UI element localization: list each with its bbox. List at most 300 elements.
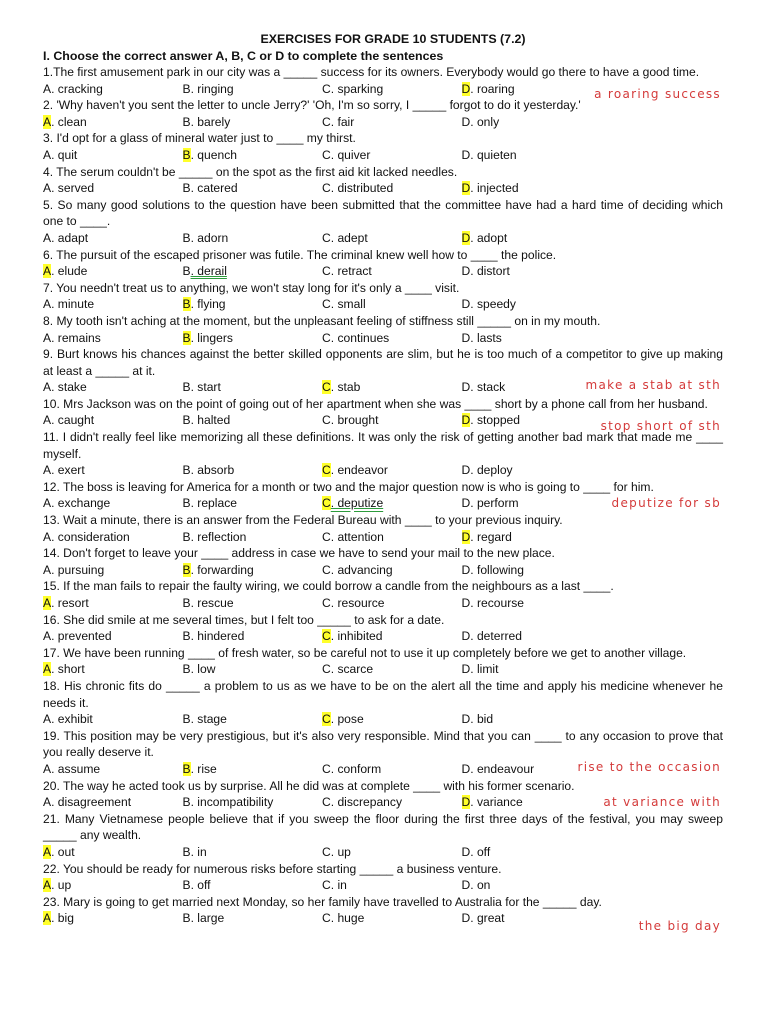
option-letter: A bbox=[43, 562, 52, 577]
options-row bbox=[43, 230, 723, 247]
option-text: . large bbox=[190, 911, 225, 926]
option-text: . replace bbox=[190, 496, 237, 511]
option-letter: B bbox=[182, 264, 191, 279]
option-letter: A bbox=[43, 413, 52, 428]
option-text: . derail bbox=[190, 264, 227, 279]
answer-option bbox=[43, 412, 183, 429]
question-text: 15. If the man fails to repair the faulty wiring, we could borrow a candle from the neighbours as a last ____. bbox=[43, 579, 614, 594]
option-text: . stab bbox=[330, 380, 361, 395]
answer-option bbox=[462, 794, 582, 811]
option-text: . adapt bbox=[51, 230, 89, 245]
answer-option bbox=[462, 296, 582, 313]
option-text: . out bbox=[51, 844, 75, 859]
option-text: . off bbox=[190, 878, 211, 893]
handwritten-note: stop short of sth bbox=[600, 419, 721, 434]
option-letter: C bbox=[322, 181, 331, 196]
answer-option bbox=[43, 562, 183, 579]
question-item bbox=[43, 197, 723, 247]
option-text: . continues bbox=[330, 330, 390, 345]
option-letter: C bbox=[322, 529, 331, 544]
option-letter: D bbox=[461, 662, 471, 677]
option-text: . stake bbox=[51, 380, 87, 395]
option-letter: A bbox=[43, 496, 52, 511]
option-letter: D bbox=[461, 878, 471, 893]
option-text: . inhibited bbox=[330, 629, 383, 644]
option-text: . retract bbox=[330, 264, 372, 279]
options-row bbox=[43, 330, 723, 347]
option-text: . only bbox=[470, 114, 500, 129]
answer-option bbox=[183, 263, 323, 280]
answer-option bbox=[43, 330, 183, 347]
worksheet-page bbox=[43, 30, 723, 933]
answer-option bbox=[322, 114, 462, 131]
answer-option bbox=[462, 595, 582, 612]
option-text: . endeavor bbox=[330, 463, 388, 478]
question-text: 5. So many good solutions to the question have been submitted that the committee have had a hard time of deciding which one to ____. bbox=[43, 197, 723, 229]
question-text: 12. The boss is leaving for America for a month or two and the major question now is who is going to ____ for him. bbox=[43, 479, 654, 494]
option-letter: C bbox=[322, 413, 331, 428]
answer-option bbox=[322, 794, 462, 811]
option-text: . in bbox=[330, 878, 347, 893]
option-text: . ringing bbox=[190, 81, 234, 96]
option-letter: B bbox=[182, 878, 191, 893]
option-letter: A bbox=[43, 330, 52, 345]
answer-option bbox=[43, 462, 183, 479]
answer-option bbox=[183, 330, 323, 347]
options-row bbox=[43, 462, 723, 479]
handwritten-note: make a stab at sth bbox=[585, 377, 721, 392]
option-letter: C bbox=[322, 878, 331, 893]
answer-option bbox=[183, 230, 323, 247]
option-text: . short bbox=[51, 662, 85, 677]
answer-option bbox=[183, 147, 323, 164]
question-text: 19. This position may be very prestigious, but it's also very responsible. Mind that you can ____ to any occasion to prove that you really deserve it. bbox=[43, 728, 723, 760]
answer-option bbox=[462, 412, 582, 429]
highlighted-answer-letter: A bbox=[43, 662, 52, 677]
answer-option bbox=[462, 180, 582, 197]
options-row bbox=[43, 114, 723, 131]
option-text: . remains bbox=[51, 330, 101, 345]
option-letter: B bbox=[182, 911, 191, 926]
option-text: . served bbox=[51, 181, 95, 196]
question-text: 2. 'Why haven't you sent the letter to uncle Jerry?' 'Oh, I'm so sorry, I _____ forgot to do it yesterday.' bbox=[43, 98, 581, 113]
option-letter: C bbox=[322, 264, 331, 279]
question-item bbox=[43, 479, 723, 512]
answer-option bbox=[322, 147, 462, 164]
answer-option bbox=[183, 495, 323, 512]
option-text: . sparking bbox=[330, 81, 384, 96]
question-item bbox=[43, 396, 723, 434]
answer-option bbox=[183, 794, 323, 811]
answer-option bbox=[43, 296, 183, 313]
option-letter: D bbox=[461, 844, 471, 859]
option-letter: C bbox=[322, 662, 331, 677]
highlighted-answer-letter: C bbox=[322, 380, 331, 395]
option-letter: B bbox=[182, 795, 191, 810]
option-text: . hindered bbox=[190, 629, 245, 644]
options-row bbox=[43, 661, 723, 678]
question-item bbox=[43, 861, 723, 894]
option-text: . endeavour bbox=[470, 761, 535, 776]
option-letter: D bbox=[461, 629, 471, 644]
highlighted-answer-letter: D bbox=[461, 230, 471, 245]
answer-option bbox=[43, 877, 183, 894]
options-row bbox=[43, 263, 723, 280]
options-row bbox=[43, 910, 723, 927]
option-text: . perform bbox=[470, 496, 519, 511]
question-item bbox=[43, 778, 723, 811]
answer-option bbox=[462, 910, 582, 927]
option-text: . caught bbox=[51, 413, 95, 428]
answer-option bbox=[322, 562, 462, 579]
highlighted-answer-letter: D bbox=[461, 81, 471, 96]
option-text: . limit bbox=[470, 662, 499, 677]
answer-option bbox=[183, 761, 323, 778]
highlighted-answer-letter: D bbox=[461, 529, 471, 544]
option-letter: B bbox=[182, 496, 191, 511]
question-list bbox=[43, 64, 723, 933]
option-text: . following bbox=[470, 562, 525, 577]
answer-option bbox=[322, 877, 462, 894]
option-text: . recourse bbox=[470, 596, 525, 610]
option-letter: C bbox=[322, 596, 331, 610]
question-item bbox=[43, 811, 723, 861]
option-text: . catered bbox=[190, 181, 238, 196]
answer-option bbox=[43, 595, 183, 612]
option-text: . start bbox=[190, 380, 221, 395]
question-text: 3. I'd opt for a glass of mineral water just to ____ my thirst. bbox=[43, 131, 356, 146]
option-text: . deploy bbox=[470, 463, 513, 478]
option-letter: D bbox=[461, 911, 471, 926]
question-text: 6. The pursuit of the escaped prisoner was futile. The criminal knew well how to ____ the police. bbox=[43, 247, 557, 262]
option-letter: B bbox=[182, 629, 191, 644]
answer-option bbox=[462, 114, 582, 131]
option-text: . adopt bbox=[470, 230, 508, 245]
option-text: . low bbox=[190, 662, 216, 677]
option-text: . attention bbox=[330, 529, 384, 544]
option-text: . lingers bbox=[190, 330, 233, 345]
option-text: . scarce bbox=[330, 662, 374, 677]
option-text: . big bbox=[51, 911, 74, 926]
answer-option bbox=[322, 379, 462, 396]
option-text: . lasts bbox=[470, 330, 502, 345]
answer-option bbox=[183, 529, 323, 546]
answer-option bbox=[43, 711, 183, 728]
highlighted-answer-letter: A bbox=[43, 264, 52, 279]
answer-option bbox=[322, 495, 462, 512]
answer-option bbox=[43, 379, 183, 396]
option-text: . clean bbox=[51, 114, 87, 129]
handwritten-note: a roaring success bbox=[594, 87, 721, 102]
option-letter: A bbox=[43, 230, 52, 245]
answer-option bbox=[183, 711, 323, 728]
option-letter: D bbox=[461, 712, 471, 727]
answer-option bbox=[462, 230, 582, 247]
answer-option bbox=[462, 562, 582, 579]
option-text: . deputize bbox=[330, 496, 384, 511]
answer-option bbox=[462, 495, 582, 512]
answer-option bbox=[183, 595, 323, 612]
option-text: . barely bbox=[190, 114, 231, 129]
option-text: . forwarding bbox=[190, 562, 254, 577]
question-text: 16. She did smile at me several times, but I felt too _____ to ask for a date. bbox=[43, 612, 445, 627]
highlighted-answer-letter: A bbox=[43, 844, 52, 859]
answer-option bbox=[43, 529, 183, 546]
answer-option bbox=[322, 462, 462, 479]
answer-option bbox=[43, 230, 183, 247]
option-letter: C bbox=[322, 330, 331, 345]
highlighted-answer-letter: B bbox=[182, 147, 191, 162]
answer-option bbox=[462, 147, 582, 164]
option-letter: A bbox=[43, 81, 52, 96]
option-text: . injected bbox=[470, 181, 519, 196]
option-text: . conform bbox=[330, 761, 382, 776]
highlighted-answer-letter: D bbox=[461, 181, 471, 196]
option-text: . off bbox=[470, 844, 491, 859]
answer-option bbox=[43, 794, 183, 811]
option-text: . exhibit bbox=[51, 712, 93, 727]
question-text: 22. You should be ready for numerous risks before starting _____ a business venture. bbox=[43, 861, 502, 876]
option-text: . exert bbox=[51, 463, 85, 478]
answer-option bbox=[462, 263, 582, 280]
answer-option bbox=[183, 180, 323, 197]
answer-option bbox=[43, 263, 183, 280]
highlighted-answer-letter: C bbox=[322, 496, 331, 511]
answer-option bbox=[43, 844, 183, 861]
option-text: . great bbox=[470, 911, 505, 926]
question-text: 8. My tooth isn't aching at the moment, but the unpleasant feeling of stiffness still _____ on in my mouth. bbox=[43, 313, 601, 328]
answer-option bbox=[462, 462, 582, 479]
question-text: 20. The way he acted took us by surprise. All he did was at complete ____ with his former scenario. bbox=[43, 778, 575, 793]
question-text: 18. His chronic fits do _____ a problem to us as we have to be on the alert all the time and apply his medicine whenever he needs it. bbox=[43, 678, 723, 710]
option-letter: A bbox=[43, 529, 52, 544]
option-text: . resort bbox=[51, 596, 89, 610]
question-item bbox=[43, 280, 723, 313]
answer-option bbox=[183, 296, 323, 313]
answer-option bbox=[322, 529, 462, 546]
question-item bbox=[43, 64, 723, 102]
option-letter: C bbox=[322, 147, 331, 162]
answer-option bbox=[462, 711, 582, 728]
answer-option bbox=[322, 81, 462, 98]
options-row bbox=[43, 147, 723, 164]
option-letter: B bbox=[182, 596, 191, 610]
option-letter: D bbox=[461, 147, 471, 162]
options-row bbox=[43, 296, 723, 313]
options-row bbox=[43, 529, 723, 546]
option-text: . halted bbox=[190, 413, 231, 428]
answer-option bbox=[43, 661, 183, 678]
option-text: . variance bbox=[470, 795, 523, 810]
option-letter: A bbox=[43, 147, 52, 162]
answer-option bbox=[43, 81, 183, 98]
option-letter: D bbox=[461, 562, 471, 577]
option-letter: B bbox=[182, 844, 191, 859]
answer-option bbox=[183, 379, 323, 396]
option-letter: D bbox=[461, 761, 471, 776]
question-item bbox=[43, 97, 723, 130]
question-text: 14. Don't forget to leave your ____ address in case we have to send your mail to the new place. bbox=[43, 546, 555, 561]
question-item bbox=[43, 612, 723, 645]
answer-option bbox=[183, 562, 323, 579]
answer-option bbox=[183, 628, 323, 645]
answer-option bbox=[322, 330, 462, 347]
question-item bbox=[43, 545, 723, 578]
answer-option bbox=[43, 628, 183, 645]
section-instruction: I. Choose the correct answer A, B, C or D to complete the sentences bbox=[43, 49, 444, 63]
option-text: . disagreement bbox=[51, 795, 132, 810]
answer-option bbox=[183, 114, 323, 131]
options-row bbox=[43, 562, 723, 579]
option-letter: B bbox=[182, 413, 191, 428]
option-letter: D bbox=[461, 496, 471, 511]
answer-option bbox=[462, 628, 582, 645]
option-text: . assume bbox=[51, 761, 101, 776]
option-text: . adorn bbox=[190, 230, 229, 245]
option-text: . on bbox=[470, 878, 491, 893]
option-text: . elude bbox=[51, 264, 88, 279]
option-text: . deterred bbox=[470, 629, 522, 644]
question-item bbox=[43, 578, 723, 611]
highlighted-answer-letter: D bbox=[461, 795, 471, 810]
option-letter: C bbox=[322, 297, 331, 312]
option-letter: B bbox=[182, 662, 191, 677]
highlighted-answer-letter: B bbox=[182, 761, 191, 776]
option-text: . consideration bbox=[51, 529, 130, 544]
answer-option bbox=[183, 462, 323, 479]
option-letter: D bbox=[461, 114, 471, 129]
option-letter: A bbox=[43, 712, 52, 727]
option-text: . roaring bbox=[470, 81, 515, 96]
question-item bbox=[43, 164, 723, 197]
option-text: . stage bbox=[190, 712, 227, 727]
option-letter: C bbox=[322, 795, 331, 810]
options-row bbox=[43, 180, 723, 197]
option-text: . reflection bbox=[190, 529, 247, 544]
highlighted-answer-letter: A bbox=[43, 114, 52, 129]
question-item bbox=[43, 645, 723, 678]
options-row bbox=[43, 628, 723, 645]
question-item bbox=[43, 678, 723, 728]
option-text: . stopped bbox=[470, 413, 520, 428]
option-text: . rise bbox=[190, 761, 217, 776]
highlighted-answer-letter: C bbox=[322, 629, 331, 644]
option-letter: A bbox=[43, 380, 52, 395]
highlighted-answer-letter: A bbox=[43, 911, 52, 926]
answer-option bbox=[462, 330, 582, 347]
answer-option bbox=[43, 180, 183, 197]
option-text: . up bbox=[51, 878, 72, 893]
option-text: . prevented bbox=[51, 629, 112, 644]
answer-option bbox=[462, 761, 582, 778]
option-text: . absorb bbox=[190, 463, 235, 478]
question-item bbox=[43, 247, 723, 280]
handwritten-note: rise to the occasion bbox=[577, 759, 721, 774]
option-text: . pursuing bbox=[51, 562, 105, 577]
option-text: . up bbox=[330, 844, 351, 859]
answer-option bbox=[183, 844, 323, 861]
option-text: . small bbox=[330, 297, 366, 312]
option-letter: A bbox=[43, 181, 52, 196]
answer-option bbox=[43, 910, 183, 927]
question-item bbox=[43, 130, 723, 163]
answer-option bbox=[183, 661, 323, 678]
option-text: . incompatibility bbox=[190, 795, 274, 810]
options-row bbox=[43, 844, 723, 861]
option-letter: C bbox=[322, 844, 331, 859]
option-letter: B bbox=[182, 712, 191, 727]
option-letter: C bbox=[322, 761, 331, 776]
option-text: . exchange bbox=[51, 496, 111, 511]
option-letter: C bbox=[322, 230, 331, 245]
answer-option bbox=[43, 495, 183, 512]
answer-option bbox=[43, 761, 183, 778]
option-text: . bid bbox=[470, 712, 494, 727]
answer-option bbox=[322, 628, 462, 645]
question-item bbox=[43, 894, 723, 933]
highlighted-answer-letter: A bbox=[43, 596, 52, 610]
option-letter: D bbox=[461, 297, 471, 312]
option-text: . resource bbox=[330, 596, 385, 610]
handwritten-note: at variance with bbox=[603, 794, 721, 809]
answer-option bbox=[462, 844, 582, 861]
option-letter: A bbox=[43, 297, 52, 312]
answer-option bbox=[183, 412, 323, 429]
option-letter: C bbox=[322, 114, 331, 129]
option-text: . quiver bbox=[330, 147, 371, 162]
option-text: . flying bbox=[190, 297, 226, 312]
highlighted-answer-letter: C bbox=[322, 712, 331, 727]
option-text: . stack bbox=[470, 380, 506, 395]
option-text: . quieten bbox=[470, 147, 517, 162]
question-text: 7. You needn't treat us to anything, we won't stay long for it's only a ____ visit. bbox=[43, 280, 460, 295]
question-item bbox=[43, 313, 723, 346]
option-text: . huge bbox=[330, 911, 365, 926]
option-text: . regard bbox=[470, 529, 512, 544]
answer-option bbox=[322, 230, 462, 247]
option-text: . pose bbox=[330, 712, 364, 727]
option-letter: D bbox=[461, 380, 471, 395]
option-letter: B bbox=[182, 463, 191, 478]
option-letter: C bbox=[322, 81, 331, 96]
option-letter: B bbox=[182, 181, 191, 196]
highlighted-answer-letter: D bbox=[461, 413, 471, 428]
answer-option bbox=[322, 595, 462, 612]
highlighted-answer-letter: B bbox=[182, 330, 191, 345]
worksheet-title: EXERCISES FOR GRADE 10 STUDENTS (7.2) bbox=[260, 32, 526, 46]
highlighted-answer-letter: C bbox=[322, 463, 331, 478]
option-letter: C bbox=[322, 562, 331, 577]
option-letter: A bbox=[43, 463, 52, 478]
question-text: 4. The serum couldn't be _____ on the spot as the first aid kit lacked needles. bbox=[43, 164, 458, 179]
options-row bbox=[43, 595, 723, 612]
question-item bbox=[43, 512, 723, 545]
answer-option bbox=[462, 877, 582, 894]
option-text: . brought bbox=[330, 413, 379, 428]
option-letter: A bbox=[43, 795, 52, 810]
option-text: . speedy bbox=[470, 297, 516, 312]
answer-option bbox=[322, 711, 462, 728]
option-text: . quit bbox=[51, 147, 78, 162]
question-item bbox=[43, 728, 723, 778]
option-text: . advancing bbox=[330, 562, 393, 577]
answer-option bbox=[43, 114, 183, 131]
answer-option bbox=[43, 147, 183, 164]
answer-option bbox=[183, 877, 323, 894]
option-text: . adept bbox=[330, 230, 368, 245]
option-letter: B bbox=[182, 81, 191, 96]
answer-option bbox=[322, 844, 462, 861]
